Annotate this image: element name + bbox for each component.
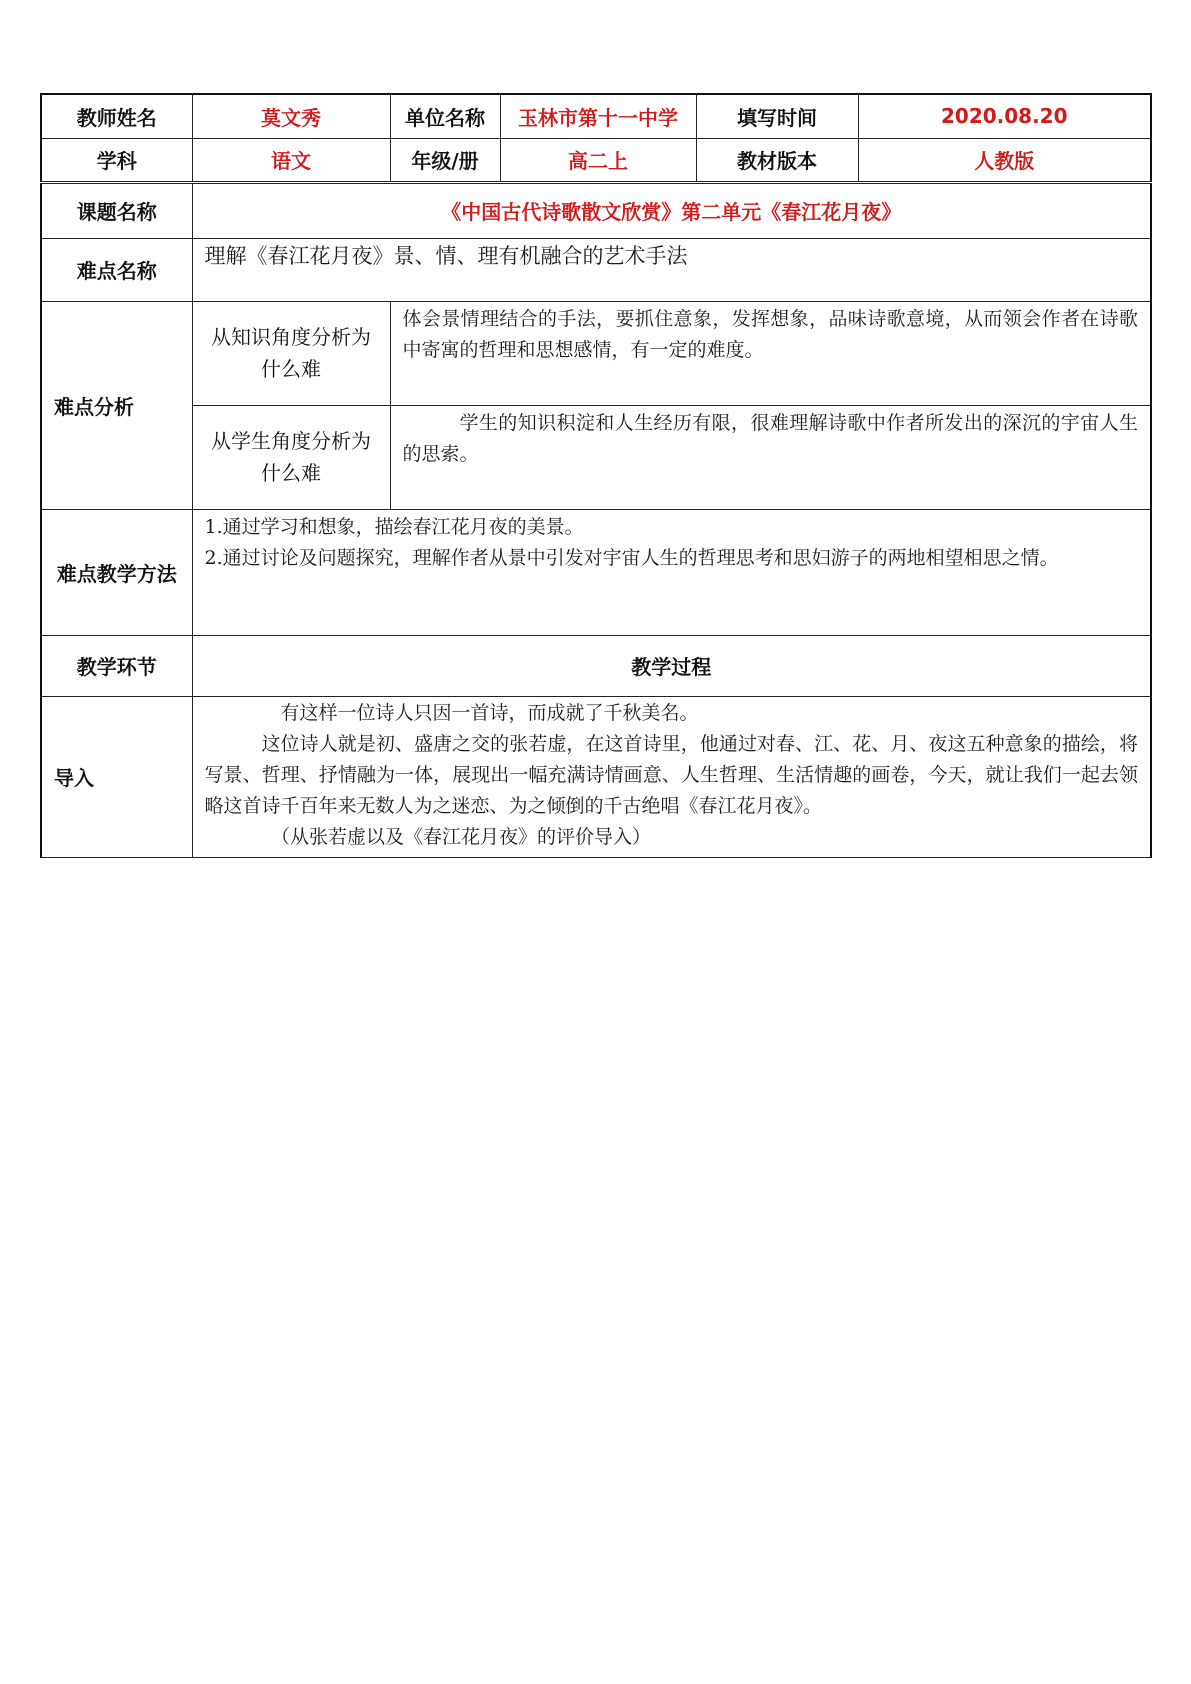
lesson-plan-form <box>40 93 1150 858</box>
intro-content <box>192 696 1151 857</box>
topic-label: 课题名称 <box>41 182 192 238</box>
date-label: 填写时间 <box>696 94 858 138</box>
method-label: 难点教学方法 <box>41 509 192 635</box>
process-label: 教学过程 <box>192 635 1151 696</box>
subject-value: 语文 <box>192 138 390 182</box>
lesson-plan-table <box>40 93 1152 858</box>
subject-label: 学科 <box>41 138 192 182</box>
knowledge-angle-text: 体会景情理结合的手法，要抓住意象，发挥想象，品味诗歌意境，从而领会作者在诗歌中寄寓的哲理和思想感情，有一定的难度。 <box>390 301 1151 405</box>
unit-label: 单位名称 <box>390 94 500 138</box>
method-content <box>192 509 1151 635</box>
topic-value: 《中国古代诗歌散文欣赏》第二单元《春江花月夜》 <box>192 182 1151 238</box>
intro-paragraph: 这位诗人就是初、盛唐之交的张若虚，在这首诗里，他通过对春、江、花、月、夜这五种意象的描绘，将写景、哲理、抒情融为一体，展现出一幅充满诗情画意、人生哲理、生活情趣的画卷，今天，就让我们一起去领略这首诗千百年来无数人为之迷恋、为之倾倒的千古绝唱《春江花月夜》。 <box>204 732 1138 817</box>
header-row-1 <box>41 94 1151 138</box>
knowledge-angle-label: 从知识角度分析为什么难 <box>192 301 390 405</box>
method-row <box>41 509 1151 635</box>
student-angle-paragraph: 学生的知识积淀和人生经历有限，很难理解诗歌中作者所发出的深沉的宇宙人生的思索。 <box>402 411 1138 465</box>
difficulty-analysis-label: 难点分析 <box>41 301 192 509</box>
method-item: 1.通过学习和想象，描绘春江花月夜的美景。 <box>204 515 584 538</box>
date-value: 2020.08.20 <box>858 94 1151 138</box>
grade-label: 年级/册 <box>390 138 500 182</box>
stage-label: 教学环节 <box>41 635 192 696</box>
edition-value: 人教版 <box>858 138 1151 182</box>
difficulty-name-value: 理解《春江花月夜》景、情、理有机融合的艺术手法 <box>192 238 1151 301</box>
student-angle-text <box>390 405 1151 509</box>
analysis-knowledge-row <box>41 301 1151 405</box>
intro-label: 导入 <box>41 696 192 857</box>
unit-value: 玉林市第十一中学 <box>500 94 696 138</box>
student-angle-label: 从学生角度分析为什么难 <box>192 405 390 509</box>
process-header-row <box>41 635 1151 696</box>
difficulty-name-row <box>41 238 1151 301</box>
teacher-name-label: 教师姓名 <box>41 94 192 138</box>
edition-label: 教材版本 <box>696 138 858 182</box>
intro-paragraph: （从张若虚以及《春江花月夜》的评价导入） <box>271 825 652 848</box>
difficulty-name-label: 难点名称 <box>41 238 192 301</box>
intro-paragraph: 有这样一位诗人只因一首诗，而成就了千秋美名。 <box>280 701 699 724</box>
intro-row <box>41 696 1151 857</box>
teacher-name-value: 莫文秀 <box>192 94 390 138</box>
analysis-student-row <box>41 405 1151 509</box>
grade-value: 高二上 <box>500 138 696 182</box>
method-item: 2.通过讨论及问题探究，理解作者从景中引发对宇宙人生的哲理思考和思妇游子的两地相望相思之情。 <box>204 546 1059 569</box>
topic-row <box>41 182 1151 238</box>
header-row-2 <box>41 138 1151 182</box>
